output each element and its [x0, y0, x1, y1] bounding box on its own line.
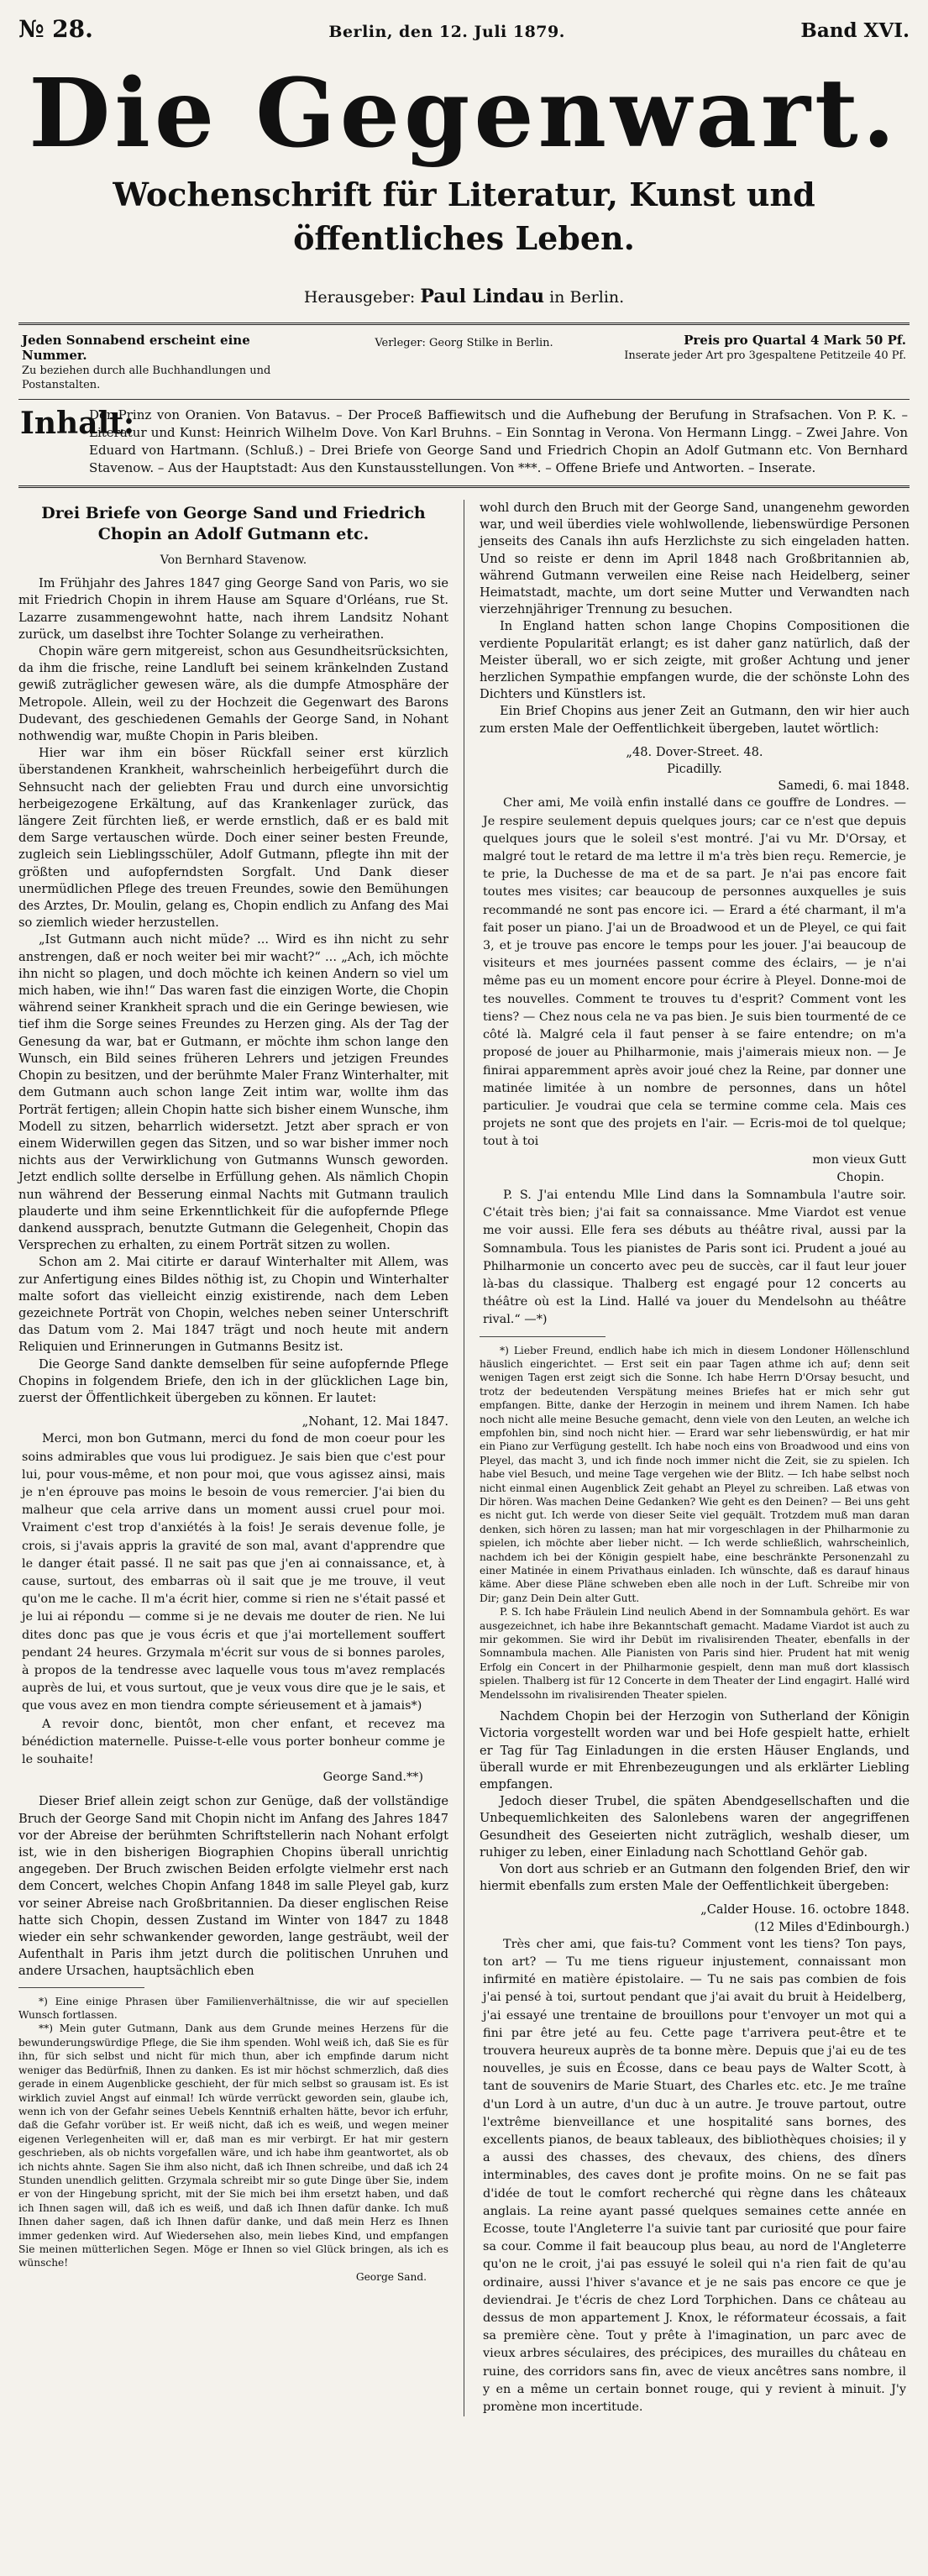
ad-rate-text: Inserate jeder Art pro 3gespaltene Petitzeile 40 Pf. [624, 349, 906, 362]
publisher: Verleger: Georg Stilke in Berlin. [375, 337, 553, 349]
letter-date: „Nohant, 12. Mai 1847. [301, 1414, 448, 1430]
masthead: Die Gegenwart. [29, 59, 899, 169]
letter-body: Cher ami, Me voilà enfin installé dans ce gouffre de Londres. — Je respire seulement depuis quelques jours; car ce n'est que depuis quelques jours que le soleil s'est montré. J'ai vu Mr. D'Orsay, et malgré tout le retard de ma lettre il m'a très bien reçu. Remercie, je te prie, la Duchesse de ma et de sa part. Je n'ai pas encore fait toutes mes visites; car beaucoup de personnes auxquelles je suis recommandé ne sont pas encore ici. — Erard a été charmant, il m'a fait poser un piano. J'ai un de Broadwood et un de Pleyel, ce qui fait 3, et je trouve pas encore le temps pour les jouer. J'ai beaucoup de visiteurs et mes journées passent comme des éclairs, — je n'ai même pas eu un moment encore pour écrire à Pleyel. Donne-moi de tes nouvelles. Comment te trouves tu d'esprit? Comment vont les tiens? — Chez nous cela ne va pas bien. Je suis bien tourmenté de ce côté là. Malgré cela il faut penser à se faire entendre; on m'a proposé de jouer au Philharmonie, mais j'aimerais mieux non. — Je finirai apparemment après avoir joué chez la Reine, par donner une matinée limitée à un nombre de personnes, dans un hôtel particulier. Je voudrai que cela se termine comme cela. Mais ces projets ne sont que des projets en l'air. — Ecris-moi de tol quelque; tout à toi [483, 796, 906, 1149]
schedule-text: Jeden Sonnabend erscheint eine Nummer. [22, 333, 250, 363]
letter-body: Très cher ami, que fais-tu? Comment vont les tiens? Ton pays, ton art? — Tu me tiens rigueur injustement, connaissant mon infirmité en matière épistolaire. — Tu ne sais pas combien de fois j'ai pensé à toi, surtout pendant que j'ai avait du bruit à Heidelberg, j'ai essayé une trentaine de brouillons pour t'envoyer un mot qui a fini par être jeté au feu. Cette page t'arrivera peut-être et te trouvera heureux auprès de ta bonne mère. Depuis que j'ai eu de tes nouvelles, je suis en Écosse, dans ce beau pays de Walter Scott, à tant de souvenirs de Marie Stuart, des Charles etc. etc. Je me traîne d'un Lord à un autre, d'un duc à un autre. Je trouve partout, outre l'extrême bienveillance et une hospitalité sans bornes, des excellents pianos, de beaux tableaux, des bibliothèques choisies; il y a aussi des chasses, des chevaux, des chiens, des dîners interminables, des caves dont je profite moins. On ne se fait pas d'idée de tout le comfort recherché qui règne dans les châteaux anglais. La reine ayant passé quelques semaines cette année en Ecosse, toute l'Angleterre l'a suivie tant par curiosité que pour faire sa cour. Comme il fait beaucoup plus beau, au nord de l'Angleterre qu'on ne le croit, j'ai pas essuyé le soleil qui n'a rien fait de qu'au ordinaire, aussi l'hiver s'avance et je ne sais pas encore ce que je deviendrai. Je t'écris de chez Lord Torphichen. Dans ce château au dessus de mon appartement J. Knox, le réformateur écossais, a fait sa première cène. Tout y prête à l'imagination, un parc avec de vieux arbres séculaires, des précipices, des murailles du château en ruine, des corridors sans fin, avec de vieux ancêtres sans nombre, il y en a même un certain bonnet rouge, qui y revient à minuit. J'y promène mon incertitude. [483, 1937, 906, 2415]
article-author: Von Bernhard Stavenow. [160, 553, 307, 567]
paragraph: Dieser Brief allein zeigt schon zur Genüge, daß der vollständige Bruch der George Sand mit Chopin nicht im Anfang des Jahres 1847 vor der Abreise der berühmten Schriftstellerin nach Nohant erfolgt ist, wie in den bisherigen Biographien Chopins überall unrichtig angegeben. Der Bruch zwischen Beiden erfolgte vielmehr erst nach dem Concert, welches Chopin Anfang 1848 im salle Pleyel gab, kurz vor seiner Abreise nach Großbritannien. Da dieser englischen Reise hatte sich Chopin, dessen Zustand im Winter von 1847 zu 1848 wieder ein sehr schwankender geworden, lange gesträubt, weil der Aufenthalt in Paris ihm jetzt durch die politischen Unruhen und andere Ursachen, hauptsächlich eben [18, 1794, 448, 1979]
contents-label: Inhalt: [20, 406, 135, 441]
letter-body: Merci, mon bon Gutmann, merci du fond de mon coeur pour les soins admirables que vous lui prodiguez. Je sais bien que c'est pour lui, pour vous-même, et non pour moi, que vous agissez ainsi, mais je n'en éprouve pas moins le besoin de vous remercier. J'ai bien du malheur que cela arrive dans un moment aussi cruel pour moi. Vraiment c'est trop d'anxiétés à la fois! Je serais devenue folle, je crois, si j'avais appris la gravité de son mal, avant d'apprendre que le danger était passé. Il ne sait pas que j'en ai connaissance, et, à cause, surtout, des embarras où il sait que je me trouve, il veut qu'on me le cache. Il m'a écrit hier, comme si rien ne s'était passé et je lui ai répondu — comme si je ne devais me douter de rien. Ne lui dites donc pas que je vous écris et que j'ai mortellement souffert pendant 24 heures. Grzymala m'écrit sur vous de si bonnes paroles, à propos de la tendresse avec laquelle vous tous m'avez remplacés auprès de lui, et vous surtout, que je veux vous dire que je le sais, et que vous avez en mon tiendra compte sérieusement et à jamais*) [22, 1432, 445, 1713]
footnote-rule [18, 1987, 144, 1988]
letter-address: „Calder House. 16. octobre 1848. [700, 1902, 910, 1918]
chopin-letter-2 [480, 1936, 910, 2416]
letter-signature: Chopin. [836, 1170, 884, 1184]
left-column [18, 500, 448, 2416]
publication-info-bar [18, 323, 910, 397]
letter-place: Picadilly. [667, 762, 722, 777]
paragraph: Chopin wäre gern mitgereist, schon aus Gesundheitsrücksichten, da ihm die frische, reine Landluft bei seinem kränkelnden Zustand gewiß zuträglicher gewesen wäre, als die dumpfe Atmosphäre der Metropole. Allein, weil zu der Hochzeit die Gegenwart des Barons Dudevant, des geschiedenen Gemahls der George Sand, in Nohant nothwendig war, mußte Chopin in Paris bleiben. [18, 644, 448, 744]
paragraph: Hier war ihm ein böser Rückfall seiner erst kürzlich überstandenen Krankheit, wahrscheinlich herbeigeführt durch die Sehnsucht nach der geliebten Frau und durch eine unvorsichtig herbeigezogene Erkältung, auf das Krankenlager zurück, das längere Zeit fürchten ließ, er werde ernstlich, daß er es bald mit dem Sarge vertauschen würde. Doch einer seiner besten Freunde, zugleich sein Lieblingsschüler, Adolf Gutmann, pflegte ihn mit der größten und aufopferndsten Sorgfalt. Und Dank dieser unermüdlichen Pflege des treuen Freundes, sowie den Bemühungen des Arztes, Dr. Moulin, gelang es, Chopin endlich zu Anfang des Mai so ziemlich wieder herzustellen. [18, 746, 448, 931]
article-title: Drei Briefe von George Sand und Friedrich Chopin an Adolf Gutmann etc. [41, 504, 426, 543]
paragraph: „Ist Gutmann auch nicht müde? ... Wird es ihn nicht zu sehr anstrengen, daß er noch weiter bei mir wacht?“ ... „Ach, ich möchte ihn nicht so plagen, und doch möchte ich keinen Andern so viel um mich haben, wie ihn!“ Das waren fast die einzigen Worte, die Chopin während seiner Krankheit sprach und die ein Geringe bewiesen, wie tief ihm die Sorge seines Freundes zu Herzen ging. Als der Tag der Genesung da war, bat er Gutmann, er möchte ihm schon lange den Wunsch, ein Bild seines früheren Lehrers und jetzigen Freundes Chopin zu besitzen, und der berühmte Maler Franz Winterhalter, mit dem Gutmann auch schon lange Zeit intim war, wollte ihm das Porträt fertigen; allein Chopin hatte sich bisher einem Wunsche, ihm Modell zu sitzen, beharrlich widersetzt. Jetzt aber sprach er von einem Widerwillen gegen das Sitzen, und so war bisher immer noch nichts aus der Verwirklichung von Gutmanns Wunsch geworden. Jetzt endlich sollte derselbe in Erfüllung gehen. Als nämlich Chopin nun während der Besserung einmal Nachts mit Gutmann traulich plauderte und ihm seine Erkenntlichkeit für die aufopfernde Pflege dankend aussprach, benutzte Gutmann die Gelegenheit, Chopin das Versprechen zu erhalten, zu einem Porträt sitzen zu wollen. [18, 932, 448, 1253]
right-column [480, 500, 910, 2416]
distribution-text: Zu beziehen durch alle Buchhandlungen und Postanstalten. [22, 365, 271, 391]
editor-suffix: in Berlin. [549, 288, 625, 307]
paragraph: Jedoch dieser Trubel, die späten Abendgesellschaften und die Unbequemlichkeiten des Salonlebens waren der angegriffenen Gesundheit des Geseierten nicht zuträglich, weshalb dieser, um ruhiger zu leben, einer Einladung nach Schottland Gehör gab. [480, 1794, 910, 1860]
footnote-rule [480, 1336, 606, 1337]
footnotes [18, 1995, 448, 2285]
paragraph: Von dort aus schrieb er an Gutmann den folgenden Brief, den wir hiermit ebenfalls zum ersten Male der Oeffentlichkeit übergeben: [480, 1861, 910, 1894]
footnote: *) Lieber Freund, endlich habe ich mich in diesem Londoner Höllenschlund häuslich eingerichtet. — Erst seit ein paar Tagen athme ich auf; denn seit wenigen Tagen erst zeigt sich die Sonne. Ich habe Herrn D'Orsay besucht, und trotz der bedeutenden Verspätung meines Briefes hat er mich sehr gut empfangen. Bitte, danke der Herzogin in meinem und ihrem Namen. Ich habe noch nicht alle meine Besuche gemacht, denn viele von den Leuten, an welche ich empfohlen bin, sind noch nicht hier. — Erard war sehr liebenswürdig, er hat mir ein Piano zur Verfügung gestellt. Ich habe noch eins von Broadwood und eins von Pleyel, das macht 3, und ich finde noch immer nicht die Zeit, sie zu spielen. Ich habe viel Besuch, und meine Tage vergehen wie der Blitz. — Ich habe selbst noch nicht einmal einen Augenblick Zeit gehabt an Pleyel zu schreiben. Laß etwas von Dir hören. Was machen Deine Gedanken? Wie geht es den Deinen? — Bei uns geht es nicht gut. Ich werde von dieser Seite viel gequält. Trotzdem muß man daran denken, sich hören zu lassen; man hat mir vorgeschlagen in der Philharmonie zu spielen, ich möchte aber lieber nicht. — Ich werde schließlich, wahrscheinlich, nachdem ich bei der Königin gespielt habe, eine beschränkte Personenzahl zu einer Matinée in einem Privathaus einladen. Ich wünschte, daß es darauf hinaus käme. Aber diese Pläne schweben eben alle noch in der Luft. Schreibe mir von Dir; ganz Dein Dein alter Gutt. [480, 1344, 910, 1604]
footnote: *) Eine einige Phrasen über Familienverhältnisse, die wir auf speciellen Wunsch fortlassen. [18, 1995, 448, 2022]
publication-schedule [22, 333, 307, 392]
top-line [18, 0, 910, 52]
paragraph: In England hatten schon lange Chopins Compositionen die verdiente Popularität erlangt; es ist daher ganz natürlich, daß der Meister überall, wo er sich zeigte, mit großer Achtung und jener herzlichen Sympathie empfangen wurde, die der schönste Lohn des Dichters und Künstlers ist. [480, 619, 910, 702]
letter-close: mon vieux Gutt [812, 1152, 906, 1167]
price-info [621, 333, 906, 392]
letter-close: A revoir donc, bientôt, mon cher enfant, et recevez ma bénédiction maternelle. Puisse-t-elle vous porter bonheur comme je le souhaite! [22, 1717, 445, 1767]
article-columns [18, 500, 910, 2416]
contents-text: Der Prinz von Oranien. Von Batavus. – Der Proceß Baffiewitsch und die Aufhebung der Berufung in Strafsachen. Von P. K. – Literatur und Kunst: Heinrich Wilhelm Dove. Von Karl Bruhns. – Ein Sonntag in Verona. Von Hermann Lingg. – Zwei Jahre. Von Eduard von Hartmann. (Schluß.) – Drei Briefe von George Sand und Friedrich Chopin an Adolf Gutmann etc. Von Bernhard Stavenow. – Aus der Hauptstadt: Aus den Kunstausstellungen. Von ***. – Offene Briefe und Antworten. – Inserate. [89, 407, 908, 475]
footnote: **) Mein guter Gutmann, Dank aus dem Grunde meines Herzens für die bewunderungswürdige Pflege, die Sie ihm spenden. Wohl weiß ich, daß Sie es für ihn, für sich selbst und nicht für mich thun, aber ich empfinde darum nicht weniger das Bedürfniß, Ihnen zu danken. Es ist mir höchst schmerzlich, daß dies gerade in einem Augenblicke geschieht, der für mich selbst so grausam ist. Es ist wirklich zuviel Angst auf einmal! Ich würde verrückt geworden sein, glaube ich, wenn ich von der Gefahr seines Uebels Kenntniß erhalten hätte, bevor ich erfuhr, daß die Gefahr vorüber ist. Er weiß nicht, daß ich es weiß, und wegen meiner eigenen Verlegenheiten will er, daß man es mir verbirgt. Er hat mir gestern geschrieben, als ob nichts vorgefallen wäre, und ich habe ihm geantwortet, als ob ich nichts ahnte. Sagen Sie ihm also nicht, daß ich Ihnen schreibe, und daß ich 24 Stunden unendlich gelitten. Grzymala schreibt mir so gute Dinge über Sie, indem er von der Hingebung spricht, mit der Sie mich bei ihm ersetzt haben, und daß ich Ihnen sagen will, daß ich es weiß, und daß ich Ihnen dafür danke. Ich muß Ihnen daher sagen, daß ich Ihnen dafür danke, und daß mein Herz es Ihnen immer gedenken wird. Auf Wiedersehen also, mein liebes Kind, und empfangen Sie meinen mütterlichen Segen. Möge er Ihnen so viel Glück bringen, als ich es wünsche! [18, 2023, 448, 2269]
subtitle: Wochenschrift für Literatur, Kunst und öffentliches Leben. [113, 176, 815, 257]
paragraph: Nachdem Chopin bei der Herzogin von Sutherland der Königin Victoria vorgestellt worden war und bei Hofe gespielt hatte, erhielt er Tag für Tag Einladungen in die ersten Häuser Englands, und überall wurde er mit Ehrenbezeugungen und als erklärter Liebling empfangen. [480, 1709, 910, 1792]
paragraph: wohl durch den Bruch mit der George Sand, unangenehm geworden war, und weil überdies viele wohlwollende, liebenswürdige Personen jenseits des Canals ihn aufs Herzlichste zu sich eingeladen hatten. Und so reiste er denn im April 1848 nach Großbritannien ab, während Gutmann verweilen eine Reise nach Heidelberg, seiner Heimatstadt, machte, um dort seine Mutter und Verwandten nach vierzehnjähriger Trennung zu besuchen. [480, 501, 910, 617]
footnote-signature: George Sand. [355, 2270, 427, 2283]
editor-prefix: Herausgeber: [303, 288, 416, 307]
footnotes [480, 1344, 910, 1702]
paragraph: Im Frühjahr des Jahres 1847 ging George Sand von Paris, wo sie mit Friedrich Chopin in ihrem Hause am Square d'Orléans, rue St. Lazarre zusammengewohnt hatte, nach ihrem Landsitz Nohant zurück, um daselbst ihre Tochter Solange zu verheirathen. [18, 576, 448, 642]
chopin-letter-1 [480, 795, 910, 1329]
newspaper-page [18, 0, 910, 2576]
letter-signature: George Sand.**) [322, 1771, 423, 1785]
editor-name: Paul Lindau [420, 286, 545, 307]
letter-distance: (12 Miles d'Edinbourgh.) [754, 1919, 910, 1934]
letter-address: „48. Dover-Street. 48. [626, 744, 763, 759]
sand-letter [18, 1430, 448, 1786]
letter-date: Samedi, 6. mai 1848. [778, 779, 910, 794]
volume-number: Band XVI. [800, 19, 910, 42]
table-of-contents [18, 399, 910, 488]
paragraph: Schon am 2. Mai citirte er darauf Winterhalter mit Allem, was zur Anfertigung eines Bildes nöthig ist, zu Chopin und Winterhalter malte sofort das vielleicht einzig existirende, nach dem Leben gezeichnete Porträt von Chopin, welches neben seiner Unterschrift das Datum vom 2. Mai 1847 trägt und noch heute mit andern Reliquien und Erinnerungen in Gutmanns Besitz ist. [18, 1255, 448, 1355]
paragraph: Die George Sand dankte demselben für seine aufopfernde Pflege Chopins in folgendem Briefe, den ich in der glücklichen Lage bin, zuerst der Öffentlichkeit übergeben zu können. Er lautet: [18, 1356, 448, 1405]
editor-line [18, 286, 910, 307]
price-text: Preis pro Quartal 4 Mark 50 Pf. [684, 333, 906, 348]
issue-number: № 28. [18, 15, 93, 43]
footnote: P. S. Ich habe Fräulein Lind neulich Abend in der Somnambula gehört. Es war ausgezeichnet, ich habe ihre Bekanntschaft gemacht. Madame Viardot ist auch zu mir gekommen. Sie wird ihr Debüt im rivalisirenden Theater, ebenfalls in der Somnambula machen. Alle Pianisten von Paris sind hier. Prudent hat mit wenig Erfolg ein Concert in der Philharmonie gespielt, denn man muß dort klassisch spielen. Thalberg ist für 12 Concerte in dem Theater der Lind engagirt. Hallé wird Mendelssohn im rivalisirenden Theater spielen. [480, 1606, 910, 1701]
paragraph: Ein Brief Chopins aus jener Zeit an Gutmann, den wir hier auch zum ersten Male der Oeffentlichkeit übergeben, lautet wörtlich: [480, 704, 910, 736]
letter-postscript: P. S. J'ai entendu Mlle Lind dans la Somnambula l'autre soir. C'était très bien; j'ai fait sa connaissance. Mme Viardot est venue me voir aussi. Elle fera ses débuts au théâtre rival, aussi par la Somnambula. Tous les pianistes de Paris sont ici. Prudent a joué au Philharmonie un concerto avec peu de succès, car il faut leur jouer là-bas du classique. Thalberg est engagé pour 12 concerts au théâtre où est la Lind. Hallé va jouer du Mendelsohn au théâtre rival.“ —*) [483, 1188, 906, 1327]
dateline: Berlin, den 12. Juli 1879. [328, 23, 565, 41]
